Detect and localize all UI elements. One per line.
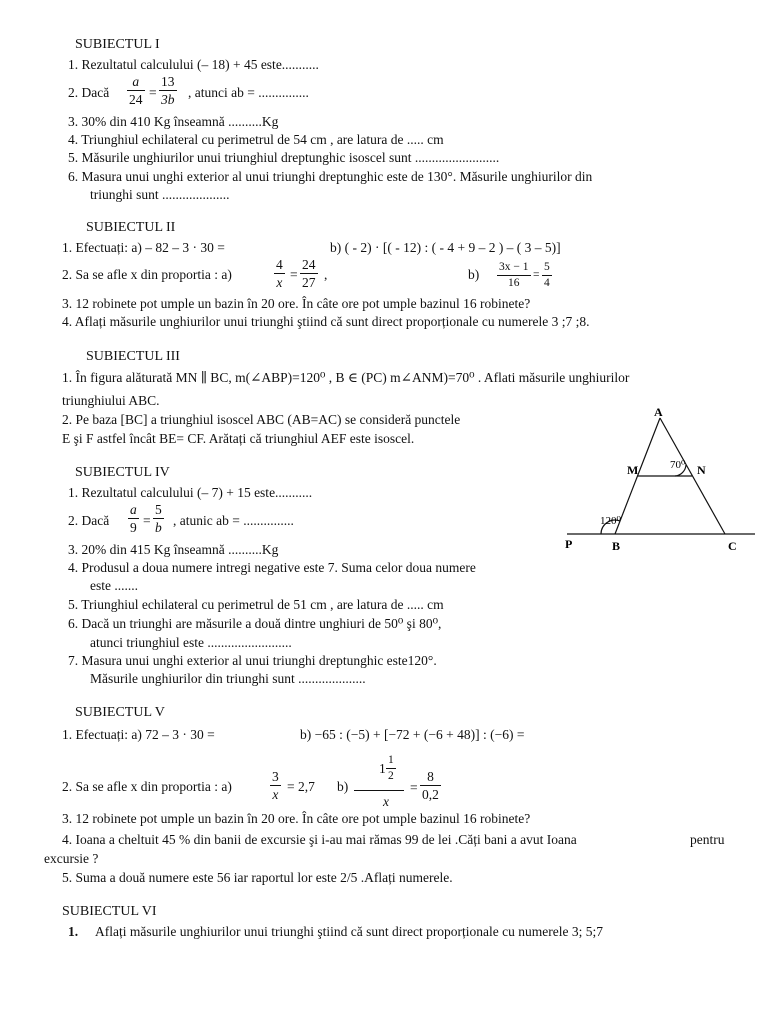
fraction-numerator: 8 (420, 770, 441, 786)
s4-question-6-line-2: atunci triunghiul este ......................... (90, 635, 292, 650)
section-title-5: SUBIECTUL V (75, 705, 165, 720)
fraction-numerator: a (127, 75, 145, 91)
s2-question-1b: b) ( - 2) · [( - 12) : ( - 4 + 9 – 2 ) – ( 3 – 5)] (330, 240, 561, 255)
equals-sign: = (533, 269, 540, 281)
comma: , (324, 267, 328, 282)
s3-question-1-line-2: triunghiului ABC. (62, 393, 160, 408)
s2-q2b-fraction-2 (542, 262, 552, 289)
fraction-numerator: 3x − 1 (497, 262, 531, 276)
s5-question-3: 3. 12 robinete pot umple un bazin în 20 ore. În câte ore pot umple bazinul 16 robinete? (62, 811, 531, 826)
section-title-1: SUBIECTUL I (75, 37, 160, 52)
label-n: N (697, 463, 706, 477)
fraction-denominator: 4 (544, 276, 550, 289)
equals-sign: = (143, 513, 151, 528)
label-m: M (627, 463, 639, 477)
s5-q2b-fraction-2 (420, 770, 441, 801)
fraction-numerator: 24 (302, 257, 316, 272)
fraction-numerator: 5 (155, 502, 162, 517)
s4-q2-fraction-1 (128, 503, 139, 534)
fraction-numerator: 5 (542, 262, 552, 276)
equals-sign: = (410, 780, 418, 795)
s1-q2-fraction-1 (127, 75, 145, 106)
s5-question-2-prefix: 2. Sa se afle x din proportia : a) (62, 779, 232, 794)
s3-question-2-line-2: E şi F astfel încât BE= CF. Arătați că triunghiul AEF este isoscel. (62, 431, 415, 446)
s6-question-1: Aflați măsurile unghiurilor unui triunghi ştiind că sunt direct proporționale cu numerele 3; 5;7 (95, 924, 604, 939)
s1-question-1: 1. Rezultatul calculului (– 18) + 45 este........... (68, 57, 319, 72)
s5-question-2a-suffix: = 2,7 (287, 779, 315, 794)
s5-question-1a: 1. Efectuați: a) 72 – 3 · 30 = (62, 727, 215, 742)
section-title-4: SUBIECTUL IV (75, 465, 170, 480)
s2-question-4: 4. Aflați măsurile unghiurilor unui triunghi ştiind că sunt direct proporționale cu numerele 3 ;7 ;8. (62, 314, 590, 329)
s5-question-2b-label: b) (337, 779, 349, 794)
s1-question-2-suffix: , atunci ab = ............... (188, 85, 309, 100)
section-title-2: SUBIECTUL II (86, 220, 176, 235)
angle-label-b: 120⁰ (600, 515, 621, 527)
label-p: P (565, 537, 573, 551)
s2-question-2-prefix: 2. Sa se afle x din proportia : a) (62, 267, 232, 282)
s5-question-1b: b) −65 : (−5) + [−72 + (−6 + 48)] : (−6) = (300, 727, 525, 742)
fraction-denominator: 24 (129, 91, 143, 107)
triangle-figure (560, 400, 760, 560)
s4-question-1: 1. Rezultatul calculului (– 7) + 15 este........... (68, 485, 313, 500)
label-a: A (654, 405, 663, 419)
s1-question-4: 4. Triunghiul echilateral cu perimetrul de 54 cm , are latura de ..... cm (68, 132, 444, 147)
s5-question-5: 5. Suma a două numere este 56 iar raportul lor este 2/5 .Aflați numerele. (62, 870, 453, 885)
fraction-denominator: 0,2 (422, 786, 439, 802)
fraction-numerator: 1 (386, 755, 396, 769)
s4-question-2-prefix: 2. Dacă (68, 513, 110, 528)
fraction-denominator: 27 (302, 274, 316, 290)
s4-question-7-line-1: 7. Masura unui unghi exterior al unui triunghi dreptunghic este120°. (68, 653, 437, 668)
s2-question-3: 3. 12 robinete pot umple un bazin în 20 ore. În câte ore pot umple bazinul 16 robinete? (62, 296, 531, 311)
s1-question-2-prefix: 2. Dacă (68, 85, 110, 100)
s2-question-1a: 1. Efectuați: a) – 82 – 3 · 30 = (62, 240, 225, 255)
equals-sign: = (290, 267, 298, 282)
fraction-numerator: 4 (276, 257, 283, 272)
s1-question-3: 3. 30% din 410 Kg înseamnă ..........Kg (68, 114, 279, 129)
s4-q2-fraction-2 (153, 503, 164, 534)
s5-q2a-fraction (270, 770, 281, 801)
s5-q2b-denominator: x (383, 794, 389, 809)
s4-question-3: 3. 20% din 415 Kg înseamnă ..........Kg (68, 542, 279, 557)
fraction-numerator: a (130, 502, 137, 517)
mixed-number-fraction (386, 755, 396, 782)
s2-q2b-fraction-1 (497, 262, 531, 289)
fraction-denominator: 16 (508, 276, 520, 289)
s2-question-2b-label: b) (468, 267, 480, 282)
s4-question-5: 5. Triunghiul echilateral cu perimetrul de 51 cm , are latura de ..... cm (68, 597, 444, 612)
fraction-denominator: 2 (388, 769, 394, 782)
fraction-denominator: b (155, 519, 162, 535)
fraction-numerator: 13 (161, 74, 175, 89)
fraction-denominator: 9 (130, 519, 137, 535)
s4-question-6-line-1: 6. Dacă un triunghi are măsurile a două dintre unghiuri de 50⁰ şi 80⁰, (68, 616, 442, 631)
s2-q2a-fraction-2 (300, 258, 318, 289)
s4-question-4-line-1: 4. Produsul a doua numere intregi negative este 7. Suma celor doua numere (68, 560, 476, 575)
fraction-bar (354, 790, 404, 791)
fraction-denominator: 3b (161, 91, 175, 107)
fraction-numerator: 3 (272, 769, 279, 784)
s3-question-1-line-1: 1. În figura alăturată MN ∥ BC, m(∠ABP)=120⁰ , B ∈ (PC) m∠ANM)=70⁰ . Aflati măsurile unghiurilor (62, 370, 630, 385)
fraction-denominator: x (272, 786, 279, 802)
s6-question-1-number: 1. (68, 924, 79, 939)
label-c: C (728, 539, 737, 553)
label-b: B (612, 539, 621, 553)
fraction-denominator: x (276, 274, 283, 290)
section-title-3: SUBIECTUL III (86, 349, 180, 364)
s1-question-6-line-2: triunghi sunt .................... (90, 187, 230, 202)
s1-q2-fraction-2 (159, 75, 177, 106)
s5-question-4-line-1-end: pentru (690, 832, 725, 847)
mixed-number-whole: 1 (379, 761, 386, 776)
s5-question-4-line-2: excursie ? (44, 851, 99, 866)
s3-question-2-line-1: 2. Pe baza [BC] a triunghiul isoscel ABC (AB=AC) se consideră punctele (62, 412, 461, 427)
section-title-6: SUBIECTUL VI (62, 904, 157, 919)
equals-sign: = (149, 85, 157, 100)
s4-question-2-suffix: , atunic ab = ............... (173, 513, 294, 528)
s1-question-6-line-1: 6. Masura unui unghi exterior al unui triunghi dreptunghic este de 130°. Măsurile unghiurilor din (68, 169, 593, 184)
s2-q2a-fraction-1 (274, 258, 285, 289)
s1-question-5: 5. Măsurile unghiurilor unui triunghiul dreptunghic isoscel sunt ......................... (68, 150, 500, 165)
s4-question-7-line-2: Măsurile unghiurilor din triunghi sunt .................... (90, 671, 366, 686)
s5-question-4-line-1: 4. Ioana a cheltuit 45 % din banii de excursie şi i-au mai rămas 99 de lei .Căți bani a avut Ioana (62, 832, 577, 847)
s4-question-4-line-2: este ....... (90, 578, 138, 593)
angle-label-n: 70⁰ (670, 459, 686, 471)
